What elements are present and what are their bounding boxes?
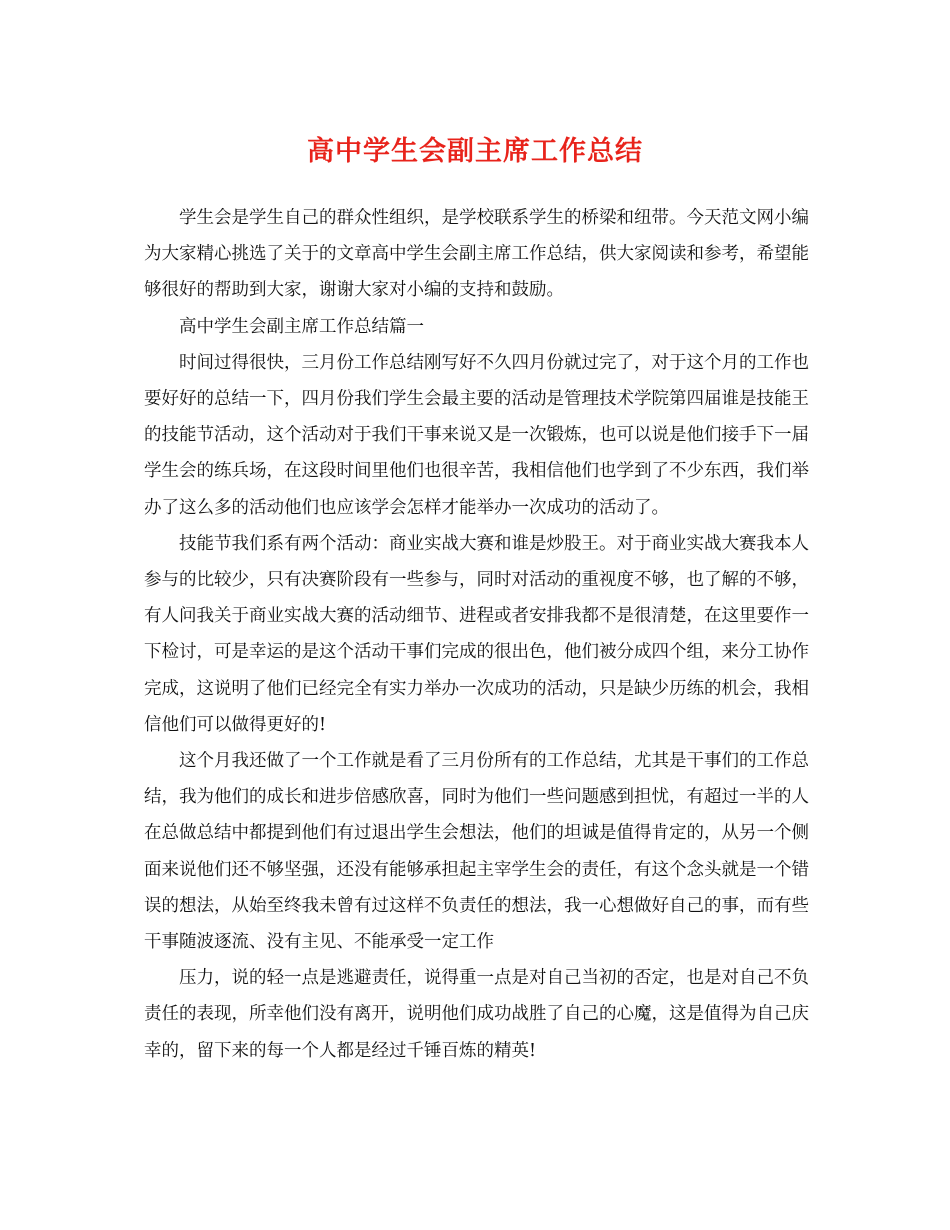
paragraph-skills-festival: 技能节我们系有两个活动：商业实战大赛和谁是炒股王。对于商业实战大赛我本人参与的比较少，只有决赛阶段有一些参与，同时对活动的重视度不够，也了解的不够，有人问我关于商业实战大赛的活动细节、进程或者安排我都不是很清楚，在这里要作一下检讨，可是幸运的是这个活动干事们完成的很出色，他们被分成四个组，来分工协作完成，这说明了他们已经完全有实力举办一次成功的活动，只是缺少历练的机会，我相信他们可以做得更好的! xyxy=(144,533,809,735)
paragraph-review: 这个月我还做了一个工作就是看了三月份所有的工作总结，尤其是干事们的工作总结，我为他们的成长和进步倍感欣喜，同时为他们一些问题感到担忧，有超过一半的人在总做总结中都提到他们有过退出学生会想法，他们的坦诚是值得肯定的，从另一个侧面来说他们还不够坚强，还没有能够承担起主宰学生会的责任，有这个念头就是一个错误的想法，从始至终我未曾有过这样不负责任的想法，我一心想做好自己的事，而有些干事随波逐流、没有主见、不能承受一定工作 xyxy=(144,751,809,953)
document-body xyxy=(144,200,809,1069)
section-heading: 高中学生会副主席工作总结篇一 xyxy=(179,316,424,337)
paragraph-pressure: 压力，说的轻一点是逃避责任，说得重一点是对自己当初的否定，也是对自己不负责任的表现，所幸他们没有离开，说明他们成功战胜了自己的心魔，这是值得为自己庆幸的，留下来的每一个人都是经过千锤百炼的精英! xyxy=(144,968,809,1061)
paragraph-april-summary: 时间过得很快，三月份工作总结刚写好不久四月份就过完了，对于这个月的工作也要好好的总结一下，四月份我们学生会最主要的活动是管理技术学院第四届谁是技能王的技能节活动，这个活动对于我们干事来说又是一次锻炼，也可以说是他们接手下一届学生会的练兵场，在这段时间里他们也很辛苦，我相信他们也学到了不少东西，我们举办了这么多的活动他们也应该学会怎样才能举办一次成功的活动了。 xyxy=(144,352,809,518)
document-title: 高中学生会副主席工作总结 xyxy=(307,136,643,167)
paragraph-intro: 学生会是学生自己的群众性组织，是学校联系学生的桥梁和纽带。今天范文网小编为大家精心挑选了关于的文章高中学生会副主席工作总结，供大家阅读和参考，希望能够很好的帮助到大家，谢谢大家对小编的支持和鼓励。 xyxy=(144,208,809,301)
